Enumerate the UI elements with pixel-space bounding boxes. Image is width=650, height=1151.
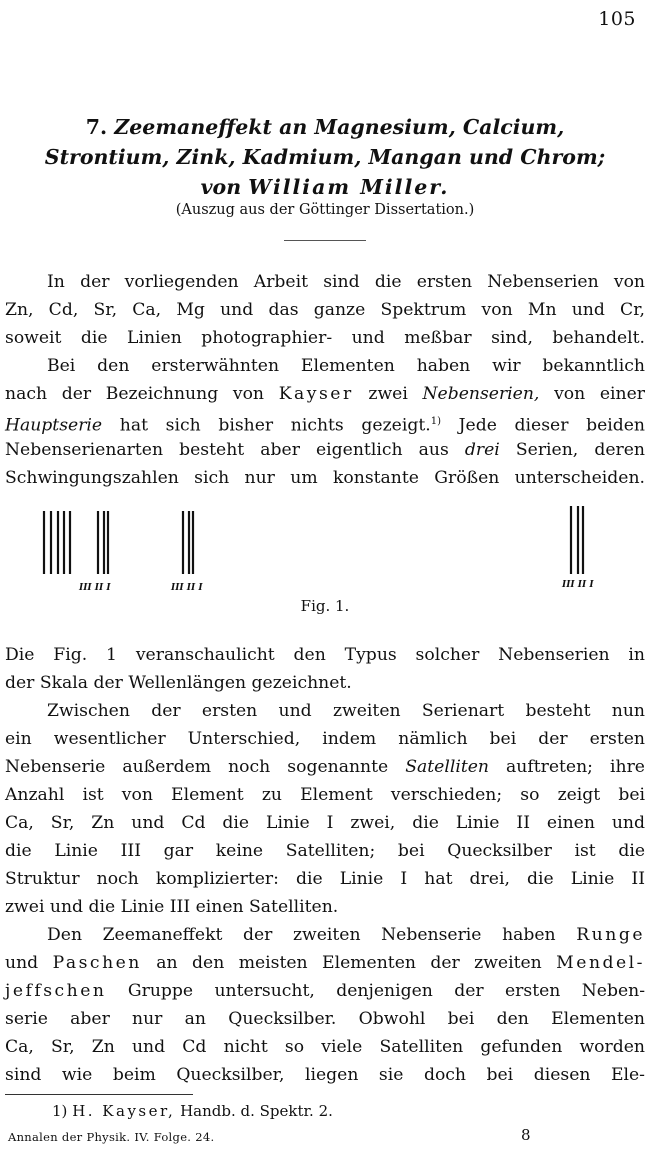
para5-line-1: Den Zeemaneffekt der zweiten Nebenserie haben Runge <box>47 925 645 945</box>
para3-line-2: der Skala der Wellenlängen gezeichnet. <box>5 673 352 693</box>
article-title-line-3 <box>0 172 650 202</box>
para5-line-4: serie aber nur an Quecksilber. Obwohl bei den Elementen <box>5 1009 645 1029</box>
footnote: 1) H. Kayser, Handb. d. Spektr. 2. <box>52 1102 333 1120</box>
para5-line-6: sind wie beim Quecksilber, liegen sie doch bei diesen Ele- <box>5 1065 645 1085</box>
para2-line-4: Nebenserienarten besteht aber eigentlich aus drei Serien, deren <box>5 440 645 460</box>
title-divider <box>284 240 366 241</box>
fig-label-2: III II I <box>171 583 203 593</box>
fig-label-1: III II I <box>79 583 111 593</box>
para4-line-6: die Linie III gar keine Satelliten; bei Quecksilber ist die <box>5 841 645 861</box>
para4-line-3: Nebenserie außerdem noch sogenannte Satelliten auftreten; ihre <box>5 757 645 777</box>
article-number: 7. <box>85 115 108 139</box>
name-runge: Runge <box>576 925 645 945</box>
para2-line-1: Bei den ersterwähnten Elementen haben wir bekanntlich <box>47 356 645 376</box>
title-text-1: Zeemaneffekt an Magnesium, Calcium, <box>114 115 565 139</box>
footnote-divider <box>5 1094 193 1095</box>
subtitle: (Auszug aus der Göttinger Dissertation.) <box>175 202 475 218</box>
para4-line-7: Struktur noch komplizierter: die Linie I hat drei, die Linie II <box>5 869 645 889</box>
author-name: William Miller. <box>248 175 450 199</box>
para2-line-3: Hauptserie hat sich bisher nichts gezeigt.$^{1)}$ Jede dieser beiden <box>5 415 645 436</box>
para4-line-5: Ca, Sr, Zn und Cd die Linie I zwei, die Linie II einen und <box>5 813 645 833</box>
signature-mark: 8 <box>521 1126 531 1144</box>
footnote-ref: 1) <box>430 416 441 427</box>
para1-line-2: Zn, Cd, Sr, Ca, Mg und das ganze Spektrum von Mn und Cr, <box>5 300 645 320</box>
name-paschen: Paschen <box>52 953 142 973</box>
name-kayser: Kayser <box>278 384 354 404</box>
para2-line-5: Schwingungszahlen sich nur um konstante Größen unterscheiden. <box>5 468 645 488</box>
para4-line-1: Zwischen der ersten und zweiten Serienart besteht nun <box>47 701 645 721</box>
figure-1-spectral-lines <box>0 500 650 595</box>
para5-line-2: und Paschen an den meisten Elementen der zweiten Mendel- <box>5 953 645 973</box>
para1-line-1: In der vorliegenden Arbeit sind die ersten Nebenserien von <box>47 272 645 292</box>
name-mendeljeff: Mendel- <box>556 953 645 973</box>
para3-line-1: Die Fig. 1 veranschaulicht den Typus solcher Nebenserien in <box>5 645 645 665</box>
article-title-line-1 <box>0 112 650 142</box>
para5-line-3: jeffschen Gruppe untersucht, denjenigen der ersten Neben- <box>5 981 645 1001</box>
para4-line-8: zwei und die Linie III einen Satelliten. <box>5 897 339 917</box>
para4-line-4: Anzahl ist von Element zu Element verschieden; so zeigt bei <box>5 785 645 805</box>
para4-line-2: ein wesentlicher Unterschied, indem nämlich bei der ersten <box>5 729 645 749</box>
page-number: 105 <box>598 8 636 30</box>
para2-line-2: nach der Bezeichnung von Kayser zwei Nebenserien, von einer <box>5 384 646 404</box>
para5-line-5: Ca, Sr, Zn und Cd nicht so viele Satelliten gefunden worden <box>5 1037 645 1057</box>
figure-caption: Fig. 1. <box>300 597 350 615</box>
para1-line-3: soweit die Linien photographier- und meßbar sind, behandelt. <box>5 328 645 348</box>
title-von: von <box>200 175 242 199</box>
journal-reference: Annalen der Physik. IV. Folge. 24. <box>8 1130 215 1144</box>
fig-label-3: III II I <box>562 580 594 590</box>
article-title-line-2: Strontium, Zink, Kadmium, Mangan und Chrom; <box>44 145 606 169</box>
